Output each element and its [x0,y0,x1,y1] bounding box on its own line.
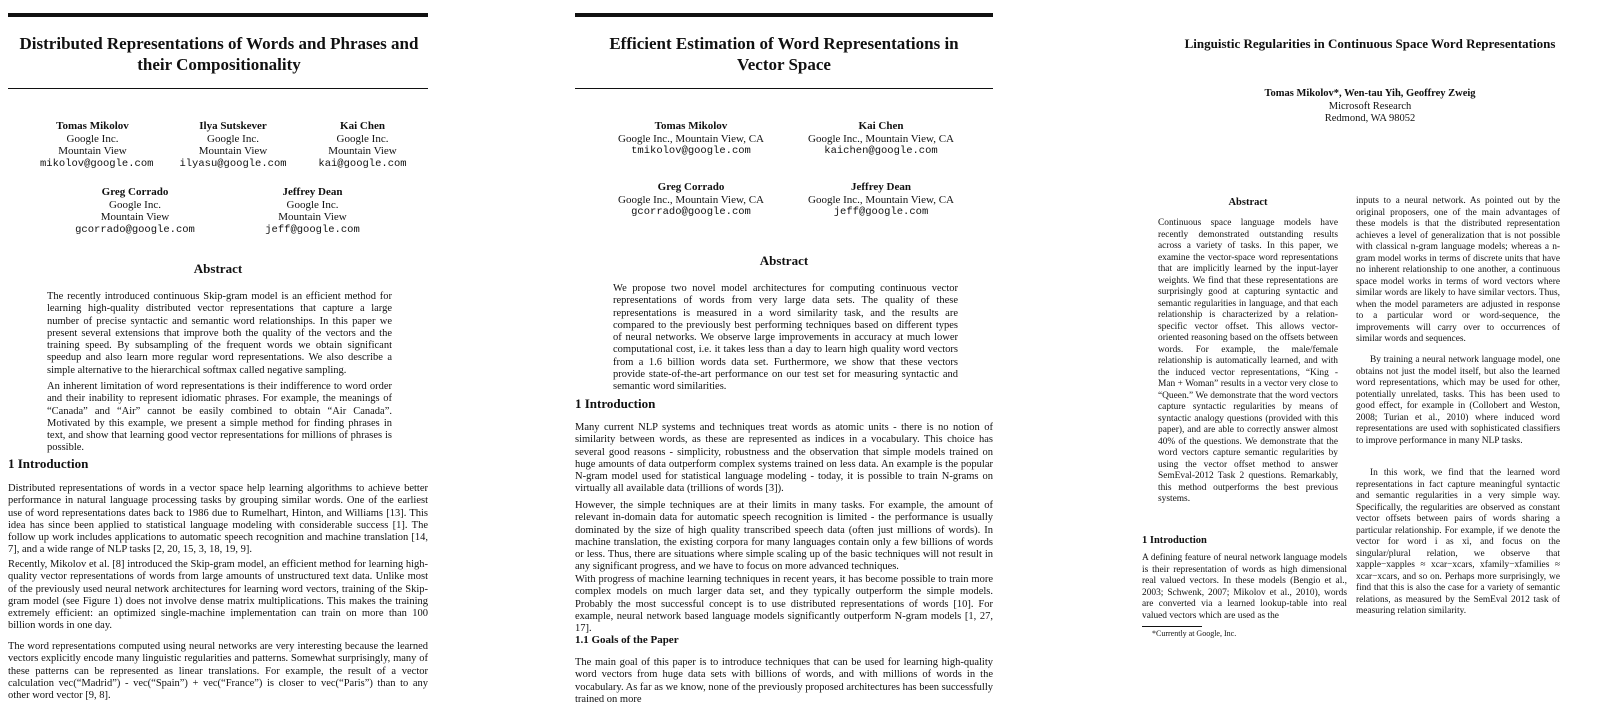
author-block [1140,88,1600,126]
author-block [796,181,966,219]
abstract-paragraph: An inherent limitation of word representations is their indifference to word order and their inability to represent idiomatic phrases. For example, the meanings of “Canada” and “Air” cannot be easily combined to obtain “Air Canada”. Motivated by this example, we present a simple method for finding phrases in text, and show that learning good vector representations for millions of phrases is possible. [47,381,392,454]
author-name: Jeffrey Dean [851,181,911,193]
body-paragraph: In this work, we find that the learned word representations in fact capture meaningful syntactic and semantic regularities in a very simple way. Specifically, the regularities are observed as constant vector offsets between pairs of words sharing a particular relationship. For example, if we denote the vector for word i as xi, and focus on the singular/plural relation, we observe that xapple−xapples ≈ xcar−xcars, xfamily−xfamilies ≈ xcar−xcars, and so on. Perhaps more surprisingly, we find that this is also the case for a variety of semantic relations, as measured by the SemEval 2012 task of measuring relation similarity. [1356,468,1560,616]
author-email: gcorrado@google.com [75,223,195,236]
author-email: jeff@google.com [833,206,929,218]
footnote-rule [1142,626,1202,627]
paper-2 [568,0,1008,717]
author-affiliation: Microsoft Research [1328,100,1412,112]
section-heading: 1 Introduction [8,456,89,471]
author-location: Mountain View [198,145,268,157]
paper-title: Distributed Representations of Words and Phrases and their Compositionality [19,34,419,74]
author-location: Mountain View [58,145,127,157]
top-rule [8,13,428,17]
top-rule [575,13,993,17]
author-name: Tomas Mikolov [56,120,129,132]
author-affiliation: Google Inc., Mountain View, CA [808,132,954,145]
paper-3 [1140,0,1600,717]
body-paragraph: inputs to a neural network. As pointed out by the original proposers, one of the main advantages of these models is that the distributed representation achieves a level of generalization that is not possible with classical n-gram language models; whereas a n-gram model works in terms of discrete units that have no inherent relationship to one another, a continuous space model works in terms of word vectors where similar words are likely to have similar vectors. Thus, when the model parameters are adjusted in response to a particular word or word-sequence, the improvements will carry over to occurrences of similar words and sequences. [1356,196,1560,344]
body-paragraph: However, the simple techniques are at their limits in many tasks. For example, the amount of relevant in-domain data for automatic speech recognition is limited - the performance is usually dominated by the size of high quality transcribed speech data (often just millions of words). In machine translation, the existing corpora for many languages contain only a few billions of words or less. Thus, there are situations where simple scaling up of the basic techniques will not result in any significant progress, and we have to focus on more advanced techniques. [575,500,993,573]
author-email: ilyasu@google.com [179,157,287,170]
author-name: Jeffrey Dean [282,186,343,198]
author-name: Ilya Sutskever [199,120,267,132]
author-affiliation: Google Inc. [286,198,339,211]
body-paragraph: The main goal of this paper is to introduce techniques that can be used for learning high-quality word vectors from huge data sets with billions of words, and with millions of words in the vocabulary. As far as we know, none of the previously proposed architectures has been successfully trained on more [575,657,993,705]
author-email: kai@google.com [318,157,407,170]
section-heading: 1 Introduction [575,396,656,411]
author-name: Greg Corrado [657,181,725,193]
author-affiliation: Google Inc. [109,198,161,211]
author-affiliation: Google Inc., Mountain View, CA [808,193,954,206]
body-paragraph: Recently, Mikolov et al. [8] introduced the Skip-gram model, an efficient method for learning high-quality vector representations of words from large amounts of unstructured text data. Unlike most of the previously used neural network architectures for learning word vectors, training of the Skip-gram model (see Figure 1) does not involve dense matrix multiplications. This makes the training extremely efficient: an optimized single-machine implementation can train on more than 100 billion words in one day. [8,559,428,632]
body-paragraph: Distributed representations of words in a vector space help learning algorithms to achieve better performance in natural language processing tasks by grouping similar words. One of the earliest use of word representations dates back to 1986 due to Rumelhart, Hinton, and Williams [13]. This idea has since been applied to statistical language modeling with considerable success [1]. The follow up work includes applications to automatic speech recognition and machine translation [14, 7], and a wide range of NLP tasks [2, 20, 15, 3, 18, 19, 9]. [8,483,428,556]
author-block [260,186,365,236]
author-location: Redmond, WA 98052 [1324,113,1416,124]
abstract-paragraph: The recently introduced continuous Skip-gram model is an efficient method for learning high-quality distributed vector representations that capture a large number of precise syntactic and semantic word relationships. In this paper we present several extensions that improve both the quality of the vectors and the training speed. By subsampling of the frequent words we obtain significant speedup and also learn more regular word representations. We also describe a simple alternative to the hierarchical softmax called negative sampling. [47,291,392,376]
author-block [178,120,288,170]
body-paragraph: The word representations computed using neural networks are very interesting because the learned vectors explicitly encode many linguistic regularities and patterns. Somewhat surprisingly, many of these patterns can be represented as linear translations. For example, the result of a vector calculation vec(“Madrid”) - vec(“Spain”) + vec(“France”) is closer to vec(“Paris”) than to any other word vector [9, 8]. [8,641,428,702]
author-email: jeff@google.com [265,223,360,236]
author-email: mikolov@google.com [40,157,154,170]
author-email: kaichen@google.com [824,145,938,157]
body-paragraph: By training a neural network language model, one obtains not just the model itself, but also the learned word representations, which may be used for other, potentially unrelated, tasks. This has been used to good effect, for example in (Collobert and Weston, 2008; Turian et al., 2010) where induced word representations are used with sophisticated classifiers to improve performance in many NLP tasks. [1356,355,1560,446]
abstract-heading: Abstract [759,253,809,268]
author-email: tmikolov@google.com [631,145,751,157]
author-block [606,181,776,219]
author-name: Kai Chen [858,120,904,132]
author-location: Mountain View [100,211,170,223]
body-paragraph: A defining feature of neural network language models is their representation of words as high dimensional real valued vectors. In these models (Bengio et al., 2003; Schwenk, 2007; Mikolov et al., 2010), words are converted via a learned lookup-table into real valued vectors which are used as the [1142,553,1347,621]
author-affiliation: Google Inc. [207,132,259,145]
abstract-heading: Abstract [1228,197,1268,208]
paper-1 [0,0,440,717]
body-paragraph: Many current NLP systems and techniques treat words as atomic units - there is no notion of similarity between words, as these are represented as indices in a vocabulary. This choice has several good reasons - simplicity, robustness and the observation that simple models trained on huge amounts of data outperform complex systems trained on less data. An example is the popular N-gram model used for statistical language modeling - today, it is possible to train N-grams on virtually all available data (trillions of words [3]). [575,422,993,495]
author-location: Mountain View [278,211,347,223]
author-block [315,120,410,170]
body-paragraph: With progress of machine learning techniques in recent years, it has become possible to train more complex models on much larger data set, and they typically outperform the simple models. Probably the most successful concept is to use distributed representations of words [10]. For example, neural network based language models significantly outperform N-gram models [1, 27, 17]. [575,574,993,635]
paper-title: Efficient Estimation of Word Representations in Vector Space [609,34,959,74]
author-names: Tomas Mikolov*, Wen-tau Yih, Geoffrey Zweig [1264,88,1476,99]
author-email: gcorrado@google.com [631,206,751,218]
author-block [75,186,195,236]
author-affiliation: Google Inc. [336,132,389,145]
subsection-heading: 1.1 Goals of the Paper [575,634,679,646]
section-heading: 1 Introduction [1142,535,1207,546]
abstract-paragraph: Continuous space language models have recently demonstrated outstanding results across a variety of tasks. In this paper, we examine the vector-space word representations that are implicitly learned by the input-layer weights. We find that these representations are surprisingly good at capturing syntactic and semantic regularities in language, and that each relationship is characterized by a relation-specific vector offset. This allows vector-oriented reasoning based on the offsets between words. For example, the male/female relationship is automatically learned, and with the induced vector representations, “King - Man + Woman” results in a vector very close to “Queen.” We demonstrate that the word vectors capture syntactic regularities by means of syntactic analogy questions (provided with this paper), and are able to correctly answer almost 40% of the questions. We demonstrate that the word vectors capture semantic regularities by using the vector offset method to answer SemEval-2012 Task 2 questions. Remarkably, this method outperforms the best previous systems. [1158,218,1338,504]
abstract-paragraph: We propose two novel model architectures for computing continuous vector representations of words from very large data sets. The quality of these representations is measured in a word similarity task, and the results are compared to the previously best performing techniques based on different types of neural networks. We observe large improvements in accuracy at much lower computational cost, i.e. it takes less than a day to learn high quality word vectors from a 1.6 billion words data set. Furthermore, we show that these vectors provide state-of-the-art performance on our test set for measuring syntactic and semantic word similarities. [613,283,958,393]
paper-title: Linguistic Regularities in Continuous Space Word Representations [1184,36,1556,51]
author-affiliation: Google Inc., Mountain View, CA [618,193,764,206]
author-affiliation: Google Inc. [66,132,119,145]
author-block [40,120,154,170]
author-affiliation: Google Inc., Mountain View, CA [618,132,764,145]
author-name: Tomas Mikolov [654,120,728,132]
title-rule [8,88,428,89]
author-block [606,120,776,158]
author-location: Mountain View [328,145,397,157]
author-block [796,120,966,158]
footnote: *Currently at Google, Inc. [1152,629,1237,638]
author-name: Kai Chen [340,120,385,132]
title-rule [575,88,993,89]
abstract-heading: Abstract [193,261,243,276]
author-name: Greg Corrado [101,186,169,198]
